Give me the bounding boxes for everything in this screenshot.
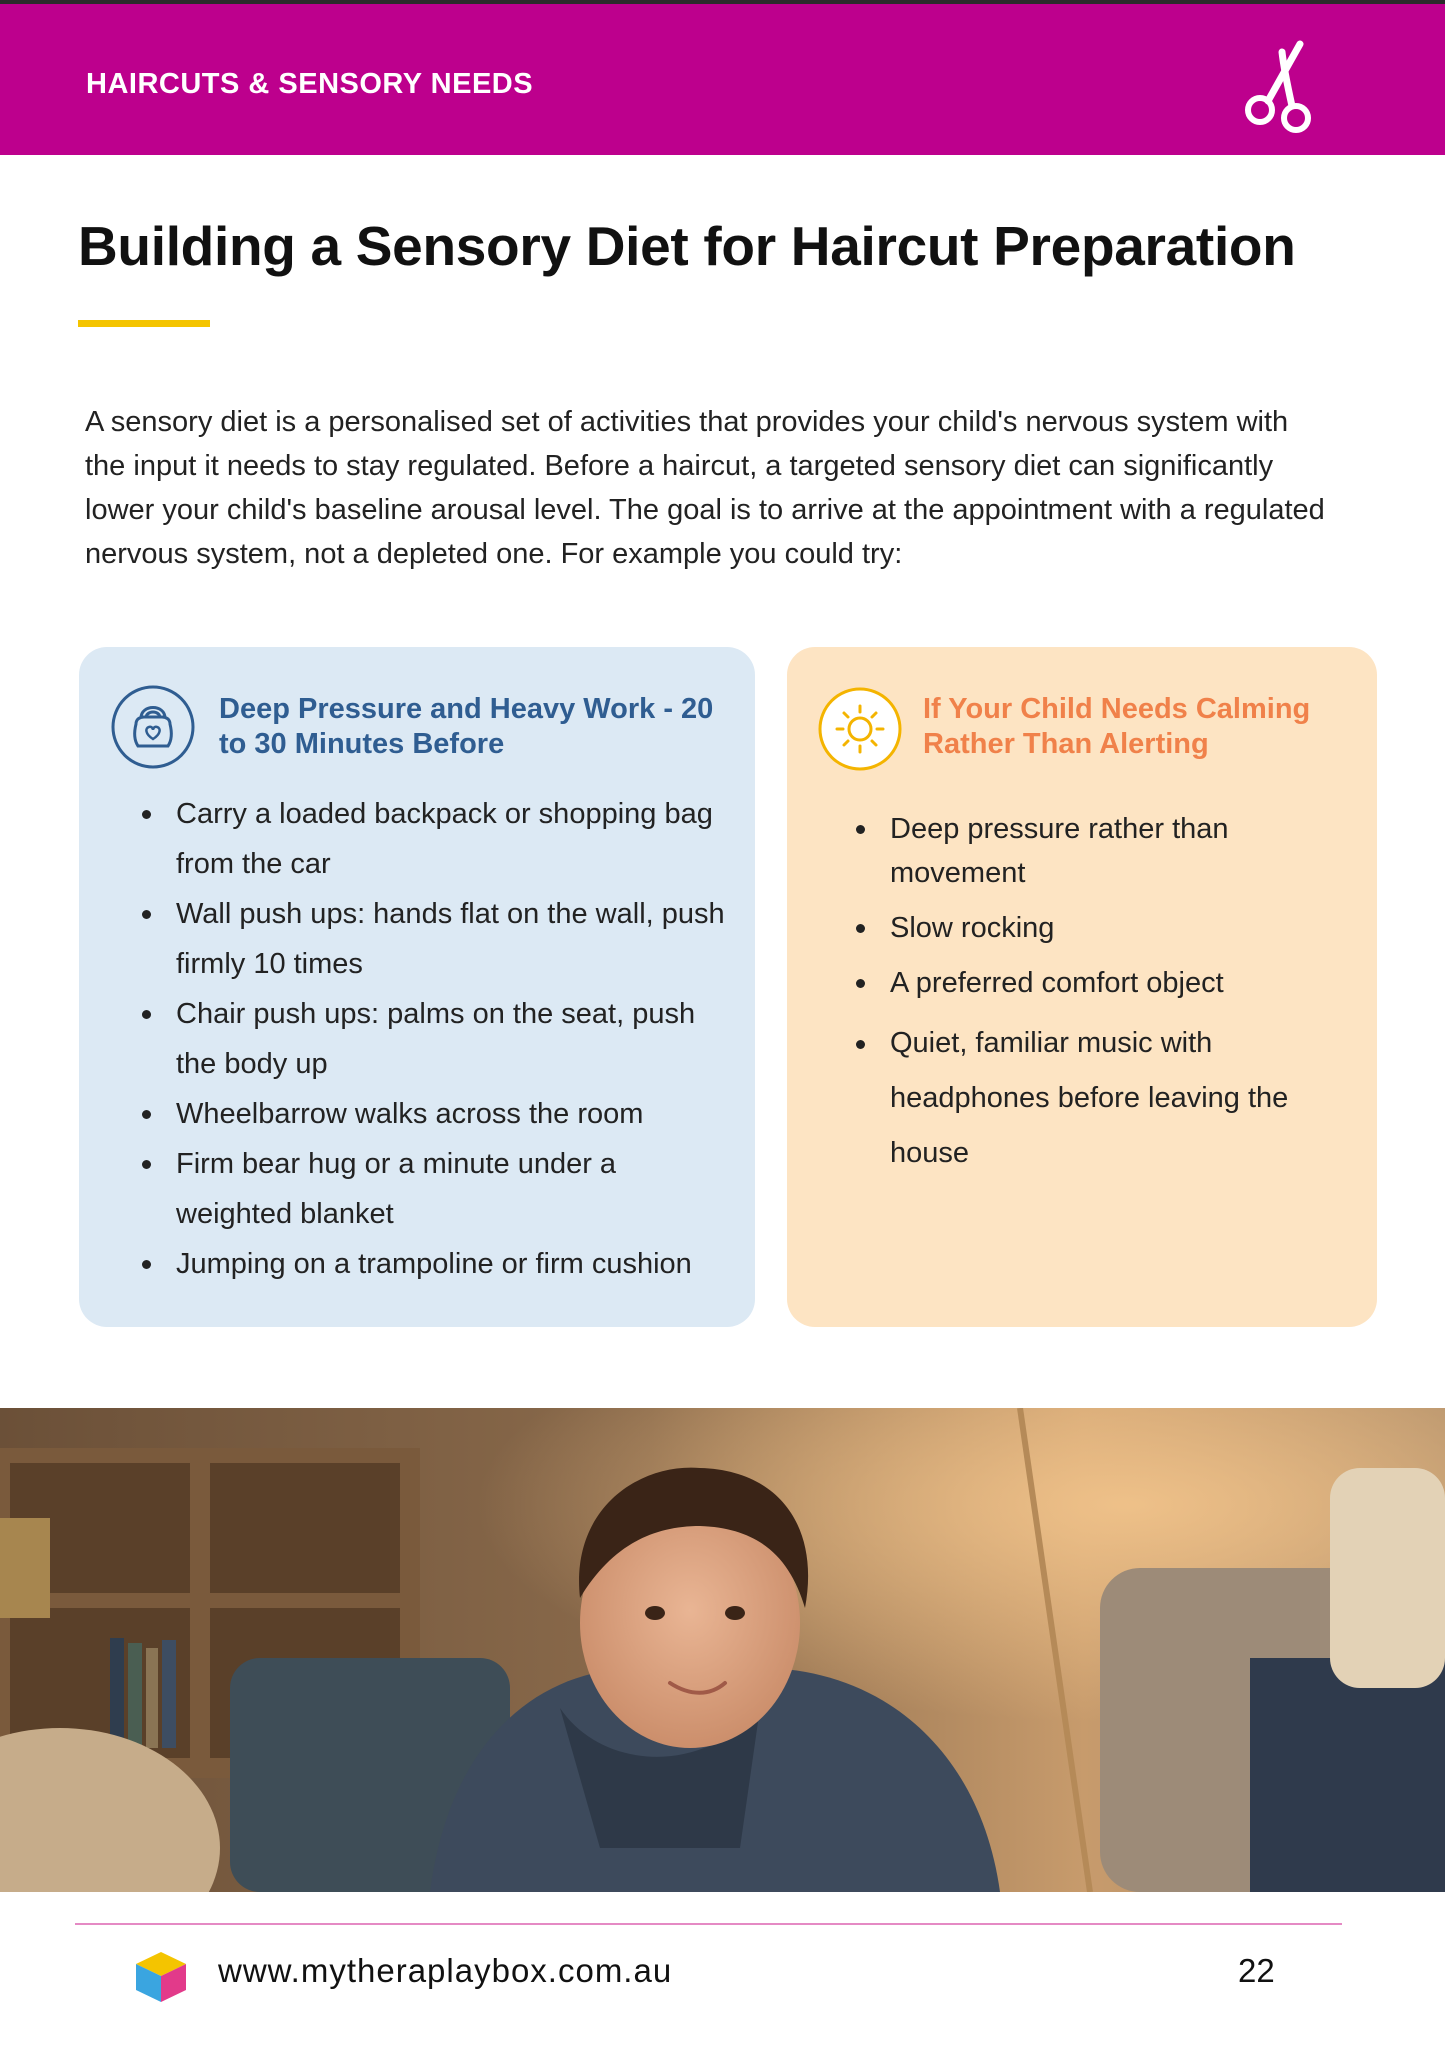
list-item: Quiet, familiar music with headphones before leaving the house [890, 1016, 1340, 1181]
list-item: Chair push ups: palms on the seat, push the body up [176, 989, 731, 1089]
list-item: Slow rocking [890, 906, 1340, 950]
header-title: HAIRCUTS & SENSORY NEEDS [86, 68, 534, 100]
page-header [0, 4, 1445, 155]
calming-card [787, 647, 1377, 1327]
footer-url[interactable]: www.mytheraplaybox.com.au [218, 1952, 673, 1989]
list-item: Deep pressure rather than movement [890, 807, 1340, 895]
child-photo [0, 1408, 1445, 1892]
title-underline [78, 320, 210, 327]
calming-list [890, 807, 1340, 1192]
list-item: Jumping on a trampoline or firm cushion [176, 1239, 731, 1289]
page-number: 22 [1238, 1952, 1275, 1989]
list-item: Firm bear hug or a minute under a weighted blanket [176, 1139, 731, 1239]
heavy-work-card [79, 647, 755, 1327]
activity-list [176, 789, 731, 1289]
cube-logo-icon [132, 1948, 190, 2004]
card-heading: If Your Child Needs Calming Rather Than Alerting [923, 693, 1311, 760]
list-item: Wall push ups: hands flat on the wall, push firmly 10 times [176, 889, 731, 989]
list-item: Carry a loaded backpack or shopping bag from the car [176, 789, 731, 889]
photo-child-wrapped-in-blanket [0, 1408, 1445, 1892]
kettlebell-heart-icon [110, 684, 196, 770]
card-heading: Deep Pressure and Heavy Work - 20 to 30 Minutes Before [219, 693, 714, 760]
intro-paragraph: A sensory diet is a personalised set of activities that provides your child's nervous system with the input it needs to stay regulated. Before a haircut, a targeted sensory diet can significantly lower your child's baseline arousal level. The goal is to arrive at the appointment with a regulated nervous system, not a depleted one. For example you could try: [85, 406, 1325, 570]
list-item: Wheelbarrow walks across the room [176, 1089, 731, 1139]
sun-icon [817, 686, 903, 772]
scissors-icon [1240, 38, 1320, 138]
list-item: A preferred comfort object [890, 961, 1340, 1005]
footer-rule [75, 1923, 1342, 1925]
page-title: Building a Sensory Diet for Haircut Preparation [78, 215, 1296, 277]
